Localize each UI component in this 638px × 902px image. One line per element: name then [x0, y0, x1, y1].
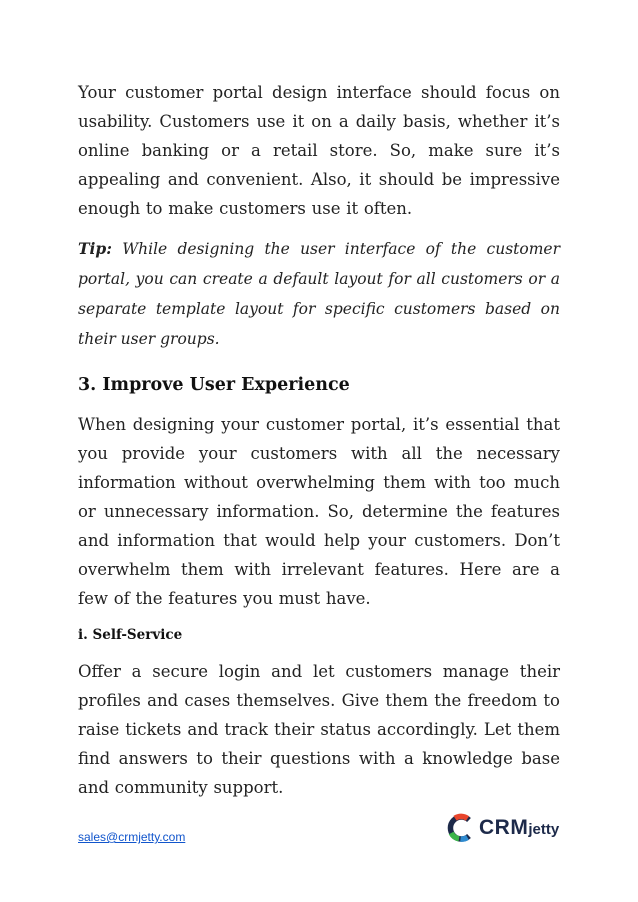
- tip-paragraph: [78, 234, 560, 354]
- logo-wordmark-small: jetty: [528, 821, 560, 838]
- tip-text: While designing the user interface of the customer portal, you can create a default layout for all customers or a separate template layout for specific customers based on their user groups.: [78, 240, 560, 348]
- crmjetty-logo-icon: [446, 813, 476, 843]
- logo-wordmark-main: CRM: [479, 816, 529, 839]
- tip-label: Tip:: [78, 239, 112, 258]
- logo-wordmark: [479, 816, 559, 840]
- body-paragraph: When designing your customer portal, it’s essential that you provide your customers with all the necessary information without overwhelming them with too much or unnecessary information. So, determine the features and information that would help your customers. Don’t overwhelm them with irrelevant features. Here are a few of the features you must have.: [78, 415, 560, 608]
- crmjetty-logo: [446, 813, 559, 843]
- body-paragraph: Offer a secure login and let customers manage their profiles and cases themselves. Give them the freedom to raise tickets and track their status accordingly. Let them find answers to their questions with a knowledge base and community support.: [78, 662, 560, 797]
- section-heading: 3. Improve User Experience: [78, 375, 350, 395]
- body-paragraph: Your customer portal design interface should focus on usability. Customers use it on a daily basis, whether it’s online banking or a retail store. So, make sure it’s appealing and convenient. Also, it should be impressive enough to make customers use it often.: [78, 83, 560, 218]
- footer-email-link[interactable]: sales@crmjetty.com: [78, 830, 186, 844]
- page-content: [78, 78, 560, 802]
- subsection-heading: i. Self-Service: [78, 627, 183, 643]
